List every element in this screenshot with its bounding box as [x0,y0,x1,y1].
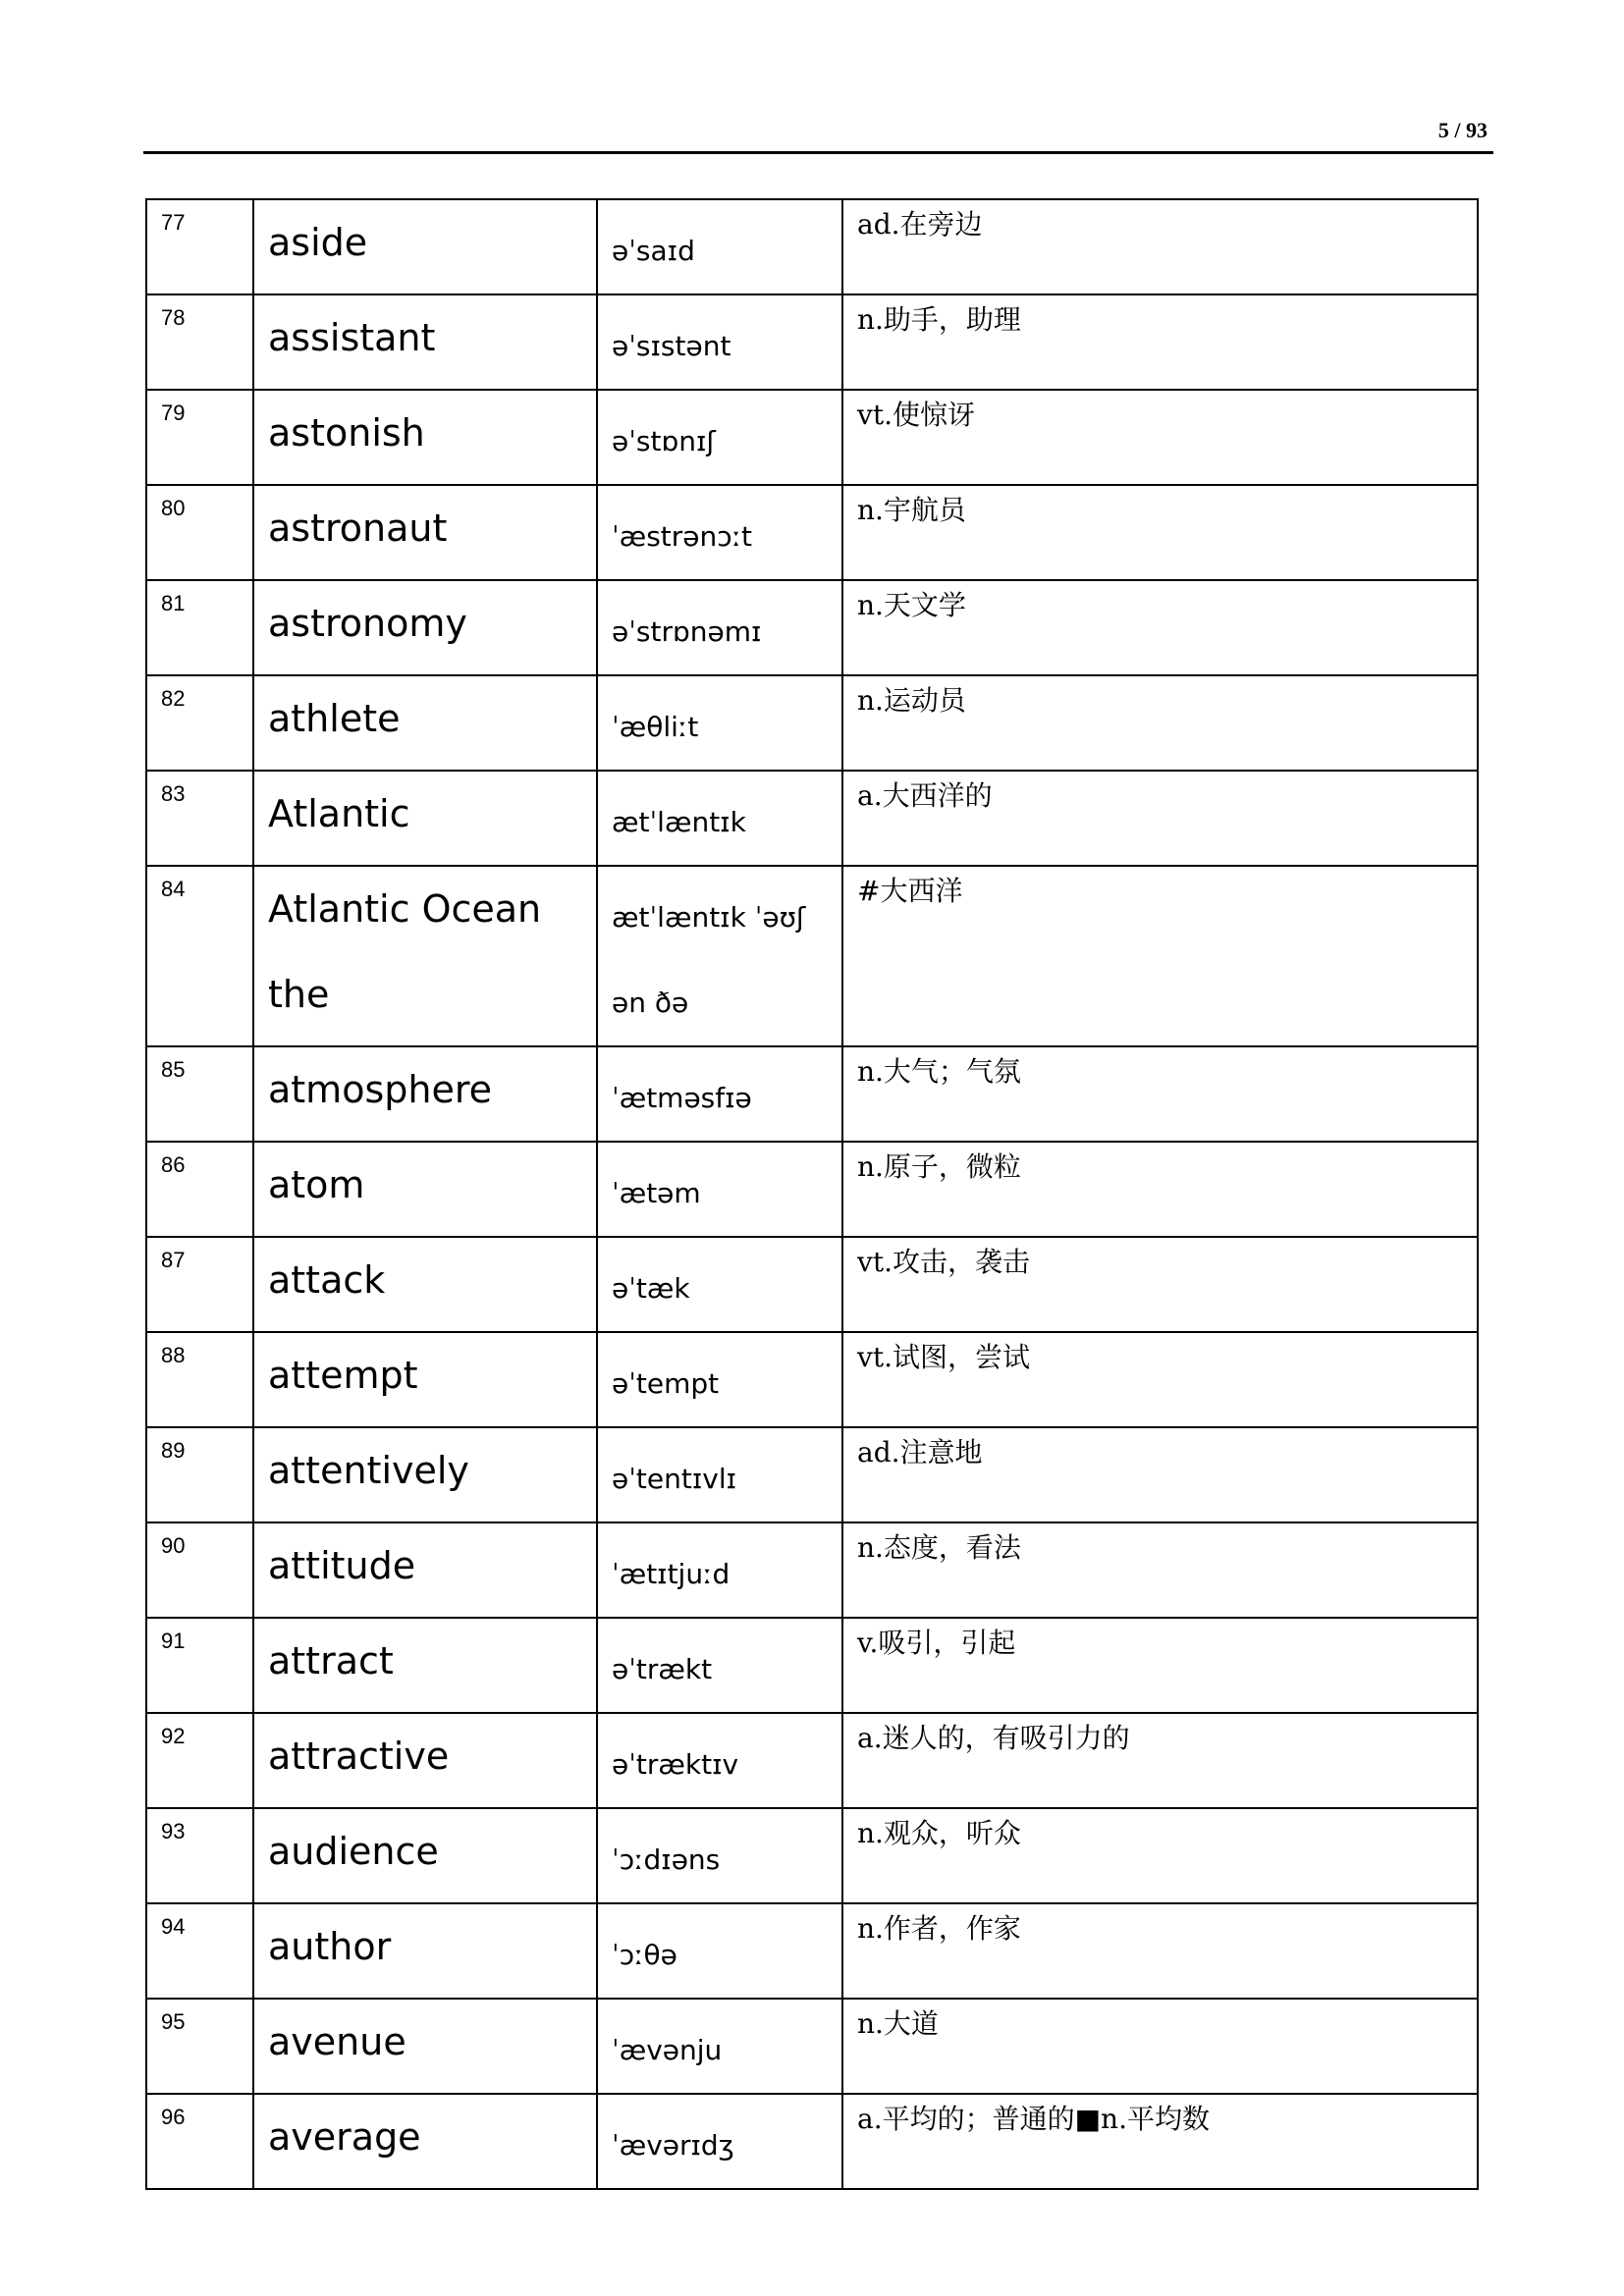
entry-meaning: n.宇航员 [842,485,1478,580]
table-row [146,675,1478,771]
entry-number: 86 [146,1142,253,1237]
entry-word: attempt [253,1332,597,1427]
entry-phonetic: ˈɔːθə [597,1903,842,1999]
entry-meaning: a.迷人的，有吸引力的 [842,1713,1478,1808]
entry-word: assistant [253,294,597,390]
entry-meaning: ad.注意地 [842,1427,1478,1522]
entry-number: 80 [146,485,253,580]
entry-meaning: n.大气；气氛 [842,1046,1478,1142]
table-row [146,1332,1478,1427]
entry-word: avenue [253,1999,597,2094]
table-row [146,1142,1478,1237]
entry-phonetic: ˈætɪtjuːd [597,1522,842,1618]
entry-number: 92 [146,1713,253,1808]
entry-phonetic: ˈɔːdɪəns [597,1808,842,1903]
entry-word: attract [253,1618,597,1713]
table-row [146,1808,1478,1903]
entry-number: 81 [146,580,253,675]
entry-number: 96 [146,2094,253,2189]
entry-word: attack [253,1237,597,1332]
entry-meaning: n.天文学 [842,580,1478,675]
entry-meaning: #大西洋 [842,866,1478,1046]
page-header [143,116,1493,154]
entry-word: audience [253,1808,597,1903]
entry-word: attentively [253,1427,597,1522]
entry-number: 90 [146,1522,253,1618]
entry-word-line-1: Atlantic Ocean [268,887,542,931]
entry-phonetic: ˈæθliːt [597,675,842,771]
entry-phonetic: əˈtrækt [597,1618,842,1713]
entry-number: 83 [146,771,253,866]
entry-meaning: vt.试图，尝试 [842,1332,1478,1427]
entry-phonetic: əˈtæk [597,1237,842,1332]
entry-meaning: n.运动员 [842,675,1478,771]
entry-meaning: n.原子，微粒 [842,1142,1478,1237]
entry-phonetic: əˈstrɒnəmɪ [597,580,842,675]
table-row [146,1903,1478,1999]
entry-phonetic: əˈstɒnɪʃ [597,390,842,485]
table-row [146,771,1478,866]
entry-word: astronomy [253,580,597,675]
entry-phonetic [597,866,842,1046]
table-row [146,485,1478,580]
entry-meaning: v.吸引，引起 [842,1618,1478,1713]
entry-phonetic-line-2: ən ðə [612,987,689,1019]
entry-meaning: a.大西洋的 [842,771,1478,866]
entry-meaning: a.平均的；普通的■n.平均数 [842,2094,1478,2189]
entry-phonetic: əˈtempt [597,1332,842,1427]
entry-number: 94 [146,1903,253,1999]
entry-word: average [253,2094,597,2189]
entry-number: 79 [146,390,253,485]
entry-phonetic: ˈævərɪdʒ [597,2094,842,2189]
table-row [146,1999,1478,2094]
table-row [146,199,1478,294]
page-number: 5 / 93 [1437,118,1488,142]
table-row [146,1618,1478,1713]
entry-phonetic: ˈævənju [597,1999,842,2094]
entry-word: atmosphere [253,1046,597,1142]
entry-number: 87 [146,1237,253,1332]
entry-word: attractive [253,1713,597,1808]
table-row [146,1713,1478,1808]
entry-phonetic-line-1: ætˈlæntɪk ˈəʊʃ [612,901,806,934]
table-row [146,294,1478,390]
table-row [146,390,1478,485]
entry-phonetic: əˈsaɪd [597,199,842,294]
entry-meaning: vt.攻击，袭击 [842,1237,1478,1332]
entry-word: astronaut [253,485,597,580]
entry-word: athlete [253,675,597,771]
entry-phonetic: əˈtentɪvlɪ [597,1427,842,1522]
entry-meaning: ad.在旁边 [842,199,1478,294]
entry-number: 78 [146,294,253,390]
entry-word: atom [253,1142,597,1237]
entry-number: 84 [146,866,253,1046]
entry-number: 82 [146,675,253,771]
entry-number: 85 [146,1046,253,1142]
entry-word-line-2: the [268,973,330,1016]
vocabulary-table-body [146,199,1478,2189]
entry-phonetic: əˈsɪstənt [597,294,842,390]
entry-meaning: n.态度，看法 [842,1522,1478,1618]
entry-word: astonish [253,390,597,485]
entry-number: 77 [146,199,253,294]
table-row [146,580,1478,675]
entry-number: 88 [146,1332,253,1427]
entry-word: author [253,1903,597,1999]
entry-word [253,866,597,1046]
entry-phonetic: əˈtræktɪv [597,1713,842,1808]
table-row [146,1522,1478,1618]
entry-meaning: n.大道 [842,1999,1478,2094]
entry-number: 89 [146,1427,253,1522]
entry-word: attitude [253,1522,597,1618]
table-row [146,1237,1478,1332]
entry-meaning: n.观众，听众 [842,1808,1478,1903]
entry-word: aside [253,199,597,294]
table-row [146,1046,1478,1142]
table-row [146,2094,1478,2189]
entry-phonetic: ætˈlæntɪk [597,771,842,866]
entry-phonetic: ˈæstrənɔːt [597,485,842,580]
entry-phonetic: ˈætməsfɪə [597,1046,842,1142]
entry-number: 93 [146,1808,253,1903]
table-row [146,1427,1478,1522]
entry-number: 95 [146,1999,253,2094]
vocabulary-table [145,198,1479,2190]
table-row [146,866,1478,1046]
entry-meaning: vt.使惊讶 [842,390,1478,485]
entry-phonetic: ˈætəm [597,1142,842,1237]
entry-meaning: n.作者，作家 [842,1903,1478,1999]
entry-word: Atlantic [253,771,597,866]
entry-number: 91 [146,1618,253,1713]
entry-meaning: n.助手，助理 [842,294,1478,390]
